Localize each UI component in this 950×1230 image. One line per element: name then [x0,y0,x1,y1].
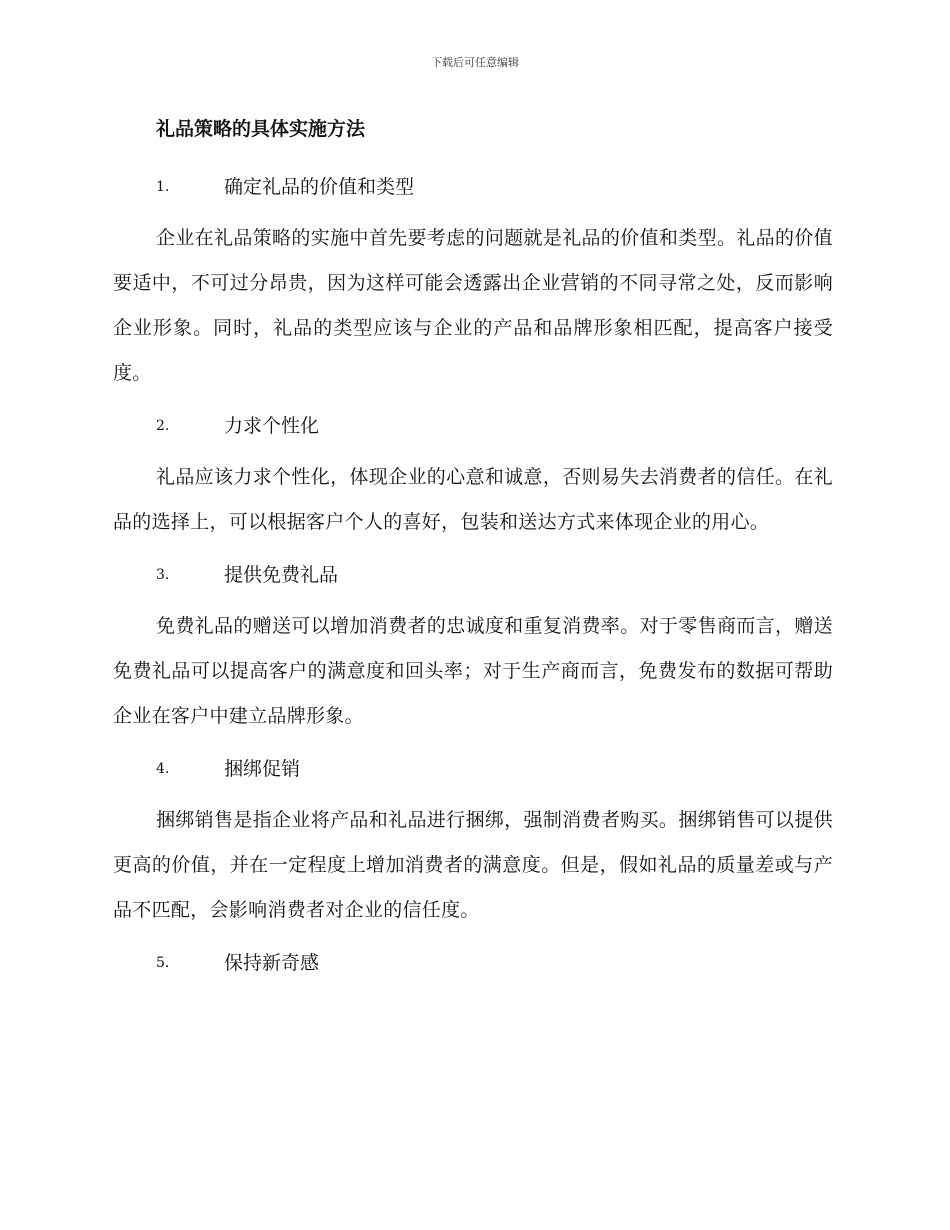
section-number: 1. [156,179,170,195]
section-number: 4. [156,761,170,777]
section-paragraph-4: 捆绑销售是指企业将产品和礼品进行捆绑，强制消费者购买。捆绑销售可以提供更高的价值，并在一定程度上增加消费者的满意度。但是，假如礼品的质量差或与产品不匹配，会影响消费者对企业的信任度。 [113,809,833,921]
section-heading-text: 保持新奇感 [224,952,320,974]
document-body [113,112,833,980]
section-heading-text: 确定礼品的价值和类型 [224,176,415,198]
section-heading-1 [156,170,833,204]
document-title: 礼品策略的具体实施方法 [156,118,366,140]
section-heading-text: 提供免费礼品 [224,564,339,586]
section-number: 3. [156,567,170,583]
section-paragraph-2: 礼品应该力求个性化，体现企业的心意和诚意，否则易失去消费者的信任。在礼品的选择上，可以根据客户个人的喜好，包装和送达方式来体现企业的用心。 [113,466,833,533]
header-note: 下载后可任意编辑 [431,56,519,69]
section-number: 5. [156,955,170,971]
section-heading-2 [156,409,833,443]
section-heading-3 [156,558,833,592]
section-heading-4 [156,752,833,786]
section-paragraph-3: 免费礼品的赠送可以增加消费者的忠诚度和重复消费率。对于零售商而言，赠送免费礼品可以提高客户的满意度和回头率；对于生产商而言，免费发布的数据可帮助企业在客户中建立品牌形象。 [113,615,833,727]
section-heading-5 [156,946,833,980]
section-number: 2. [156,418,170,434]
section-paragraph-1: 企业在礼品策略的实施中首先要考虑的问题就是礼品的价值和类型。礼品的价值要适中，不可过分昂贵，因为这样可能会透露出企业营销的不同寻常之处，反而影响企业形象。同时，礼品的类型应该与企业的产品和品牌形象相匹配，提高客户接受度。 [113,227,833,384]
section-heading-text: 捆绑促销 [224,758,301,780]
section-heading-text: 力求个性化 [224,415,320,437]
